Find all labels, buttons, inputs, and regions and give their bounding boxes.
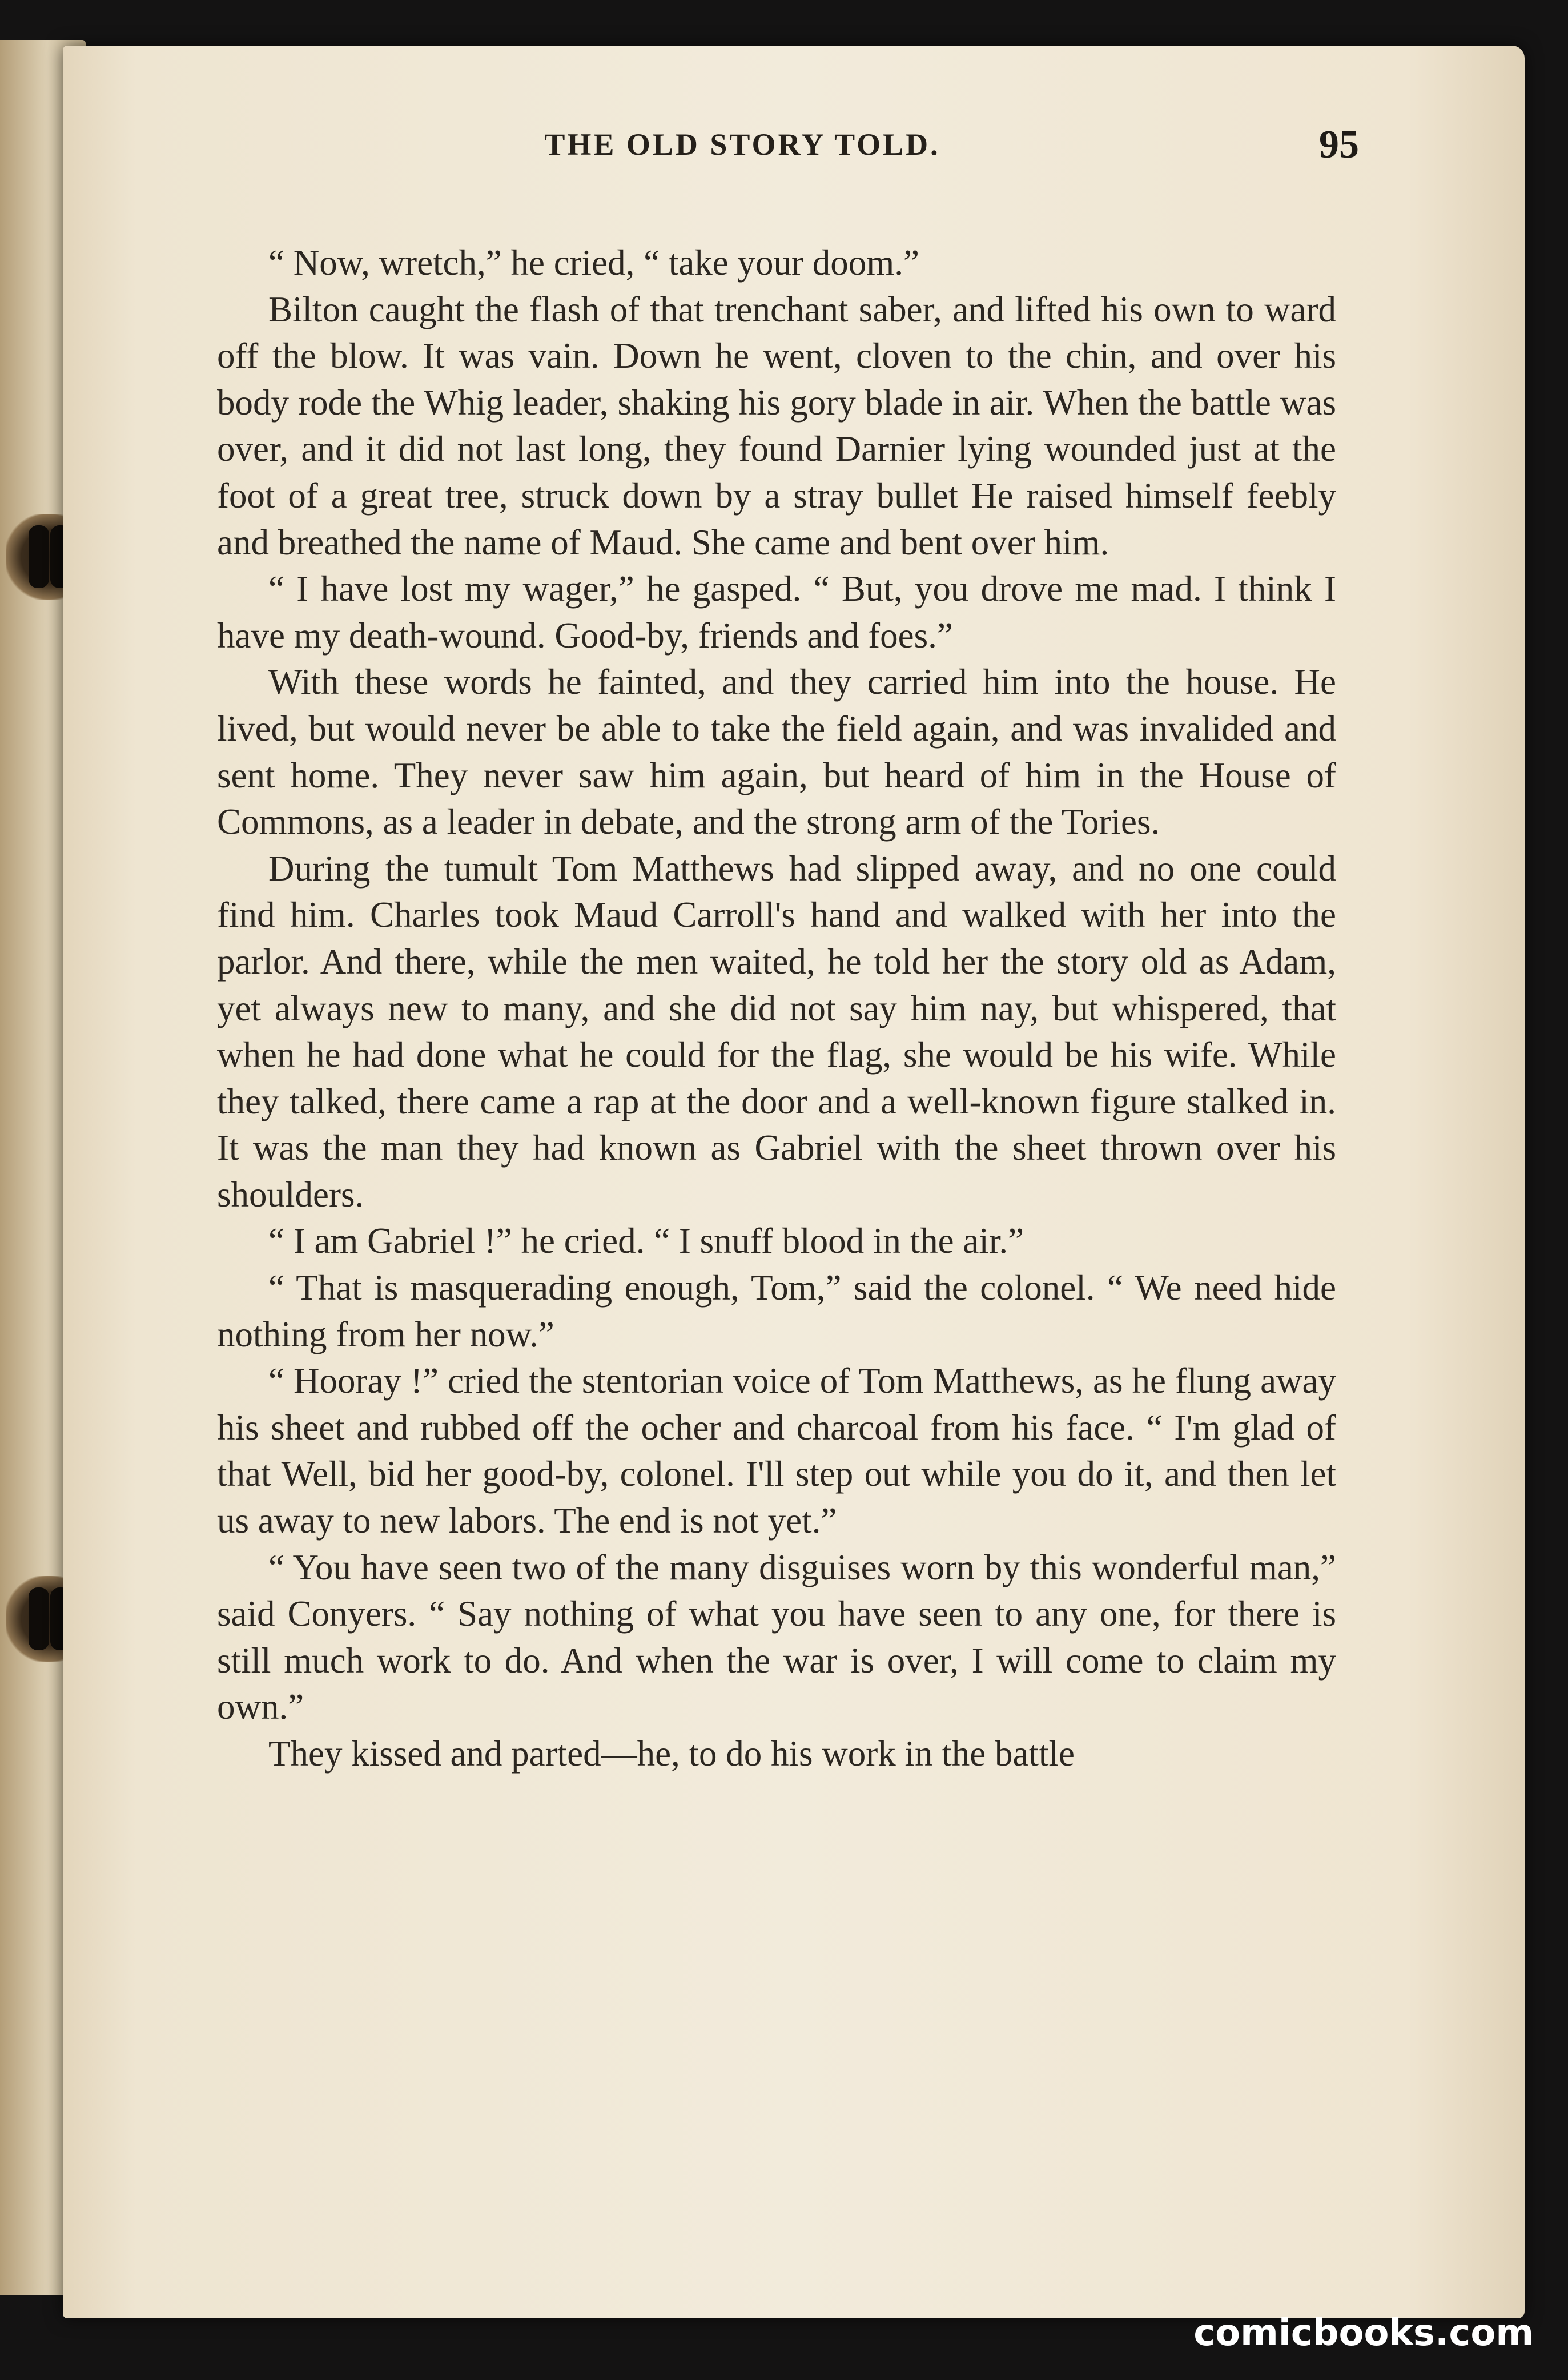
paragraph-6: “ I am Gabriel !” he cried. “ I snuff blood in the air.” — [268, 1221, 1024, 1261]
paragraph-9: “ You have seen two of the many disguises worn by this wonderful man,” said Conyers. “ Say nothing of what you have seen to any one, for there is still much work to do. And when the war is over, I will come to claim my own.” — [217, 1547, 1336, 1727]
page-header — [126, 123, 1359, 167]
paragraph-3: “ I have lost my wager,” he gasped. “ But, you drove me mad. I think I have my death-wound. Good-by, friends and foes.” — [217, 569, 1336, 656]
paragraph-8: “ Hooray !” cried the stentorian voice of Tom Matthews, as he flung away his sheet and rubbed off the ocher and charcoal from his face. “ I'm glad of that Well, bid her good-by, colonel. I'll step out while you do it, and then let us away to new labors. The end is not yet.” — [217, 1361, 1336, 1541]
paragraph-4: With these words he fainted, and they carried him into the house. He lived, but would never be able to take the field again, and was invalided and sent home. They never saw him again, but heard of him in the House of Commons, as a leader in debate, and the strong arm of the Tories. — [217, 662, 1336, 842]
running-title: THE OLD STORY TOLD. — [544, 127, 940, 162]
site-watermark: comicbooks.com — [1193, 2312, 1534, 2354]
paragraph-5: During the tumult Tom Matthews had slipped away, and no one could find him. Charles took Maud Carroll's hand and walked with her into the parlor. And there, while the men waited, he told her the story old as Adam, yet always new to many, and she did not say him nay, but whispered, that when he had done what he could for the flag, she would be his wife. While they talked, there came a rap at the door and a well-known figure stalked in. It was the man they had known as Gabriel with the sheet thrown over his shoulders. — [217, 848, 1336, 1215]
paragraph-7: “ That is masquerading enough, Tom,” said the colonel. “ We need hide nothing from her now.” — [217, 1268, 1336, 1354]
page-number: 95 — [1319, 123, 1359, 167]
paragraph-2: Bilton caught the flash of that trenchant saber, and lifted his own to ward off the blow. It was vain. Down he went, cloven to the chin, and over his body rode the Whig leader, shaking his gory blade in air. When the battle was over, and it did not last long, they found Darnier lying wounded just at the foot of a great tree, struck down by a stray bullet He raised himself feebly and breathed the name of Maud. She came and bent over him. — [217, 289, 1336, 562]
page-body — [217, 240, 1336, 1778]
paragraph-10: They kissed and parted—he, to do his work in the battle — [268, 1734, 1075, 1774]
paragraph-1: “ Now, wretch,” he cried, “ take your doom.” — [268, 243, 919, 283]
